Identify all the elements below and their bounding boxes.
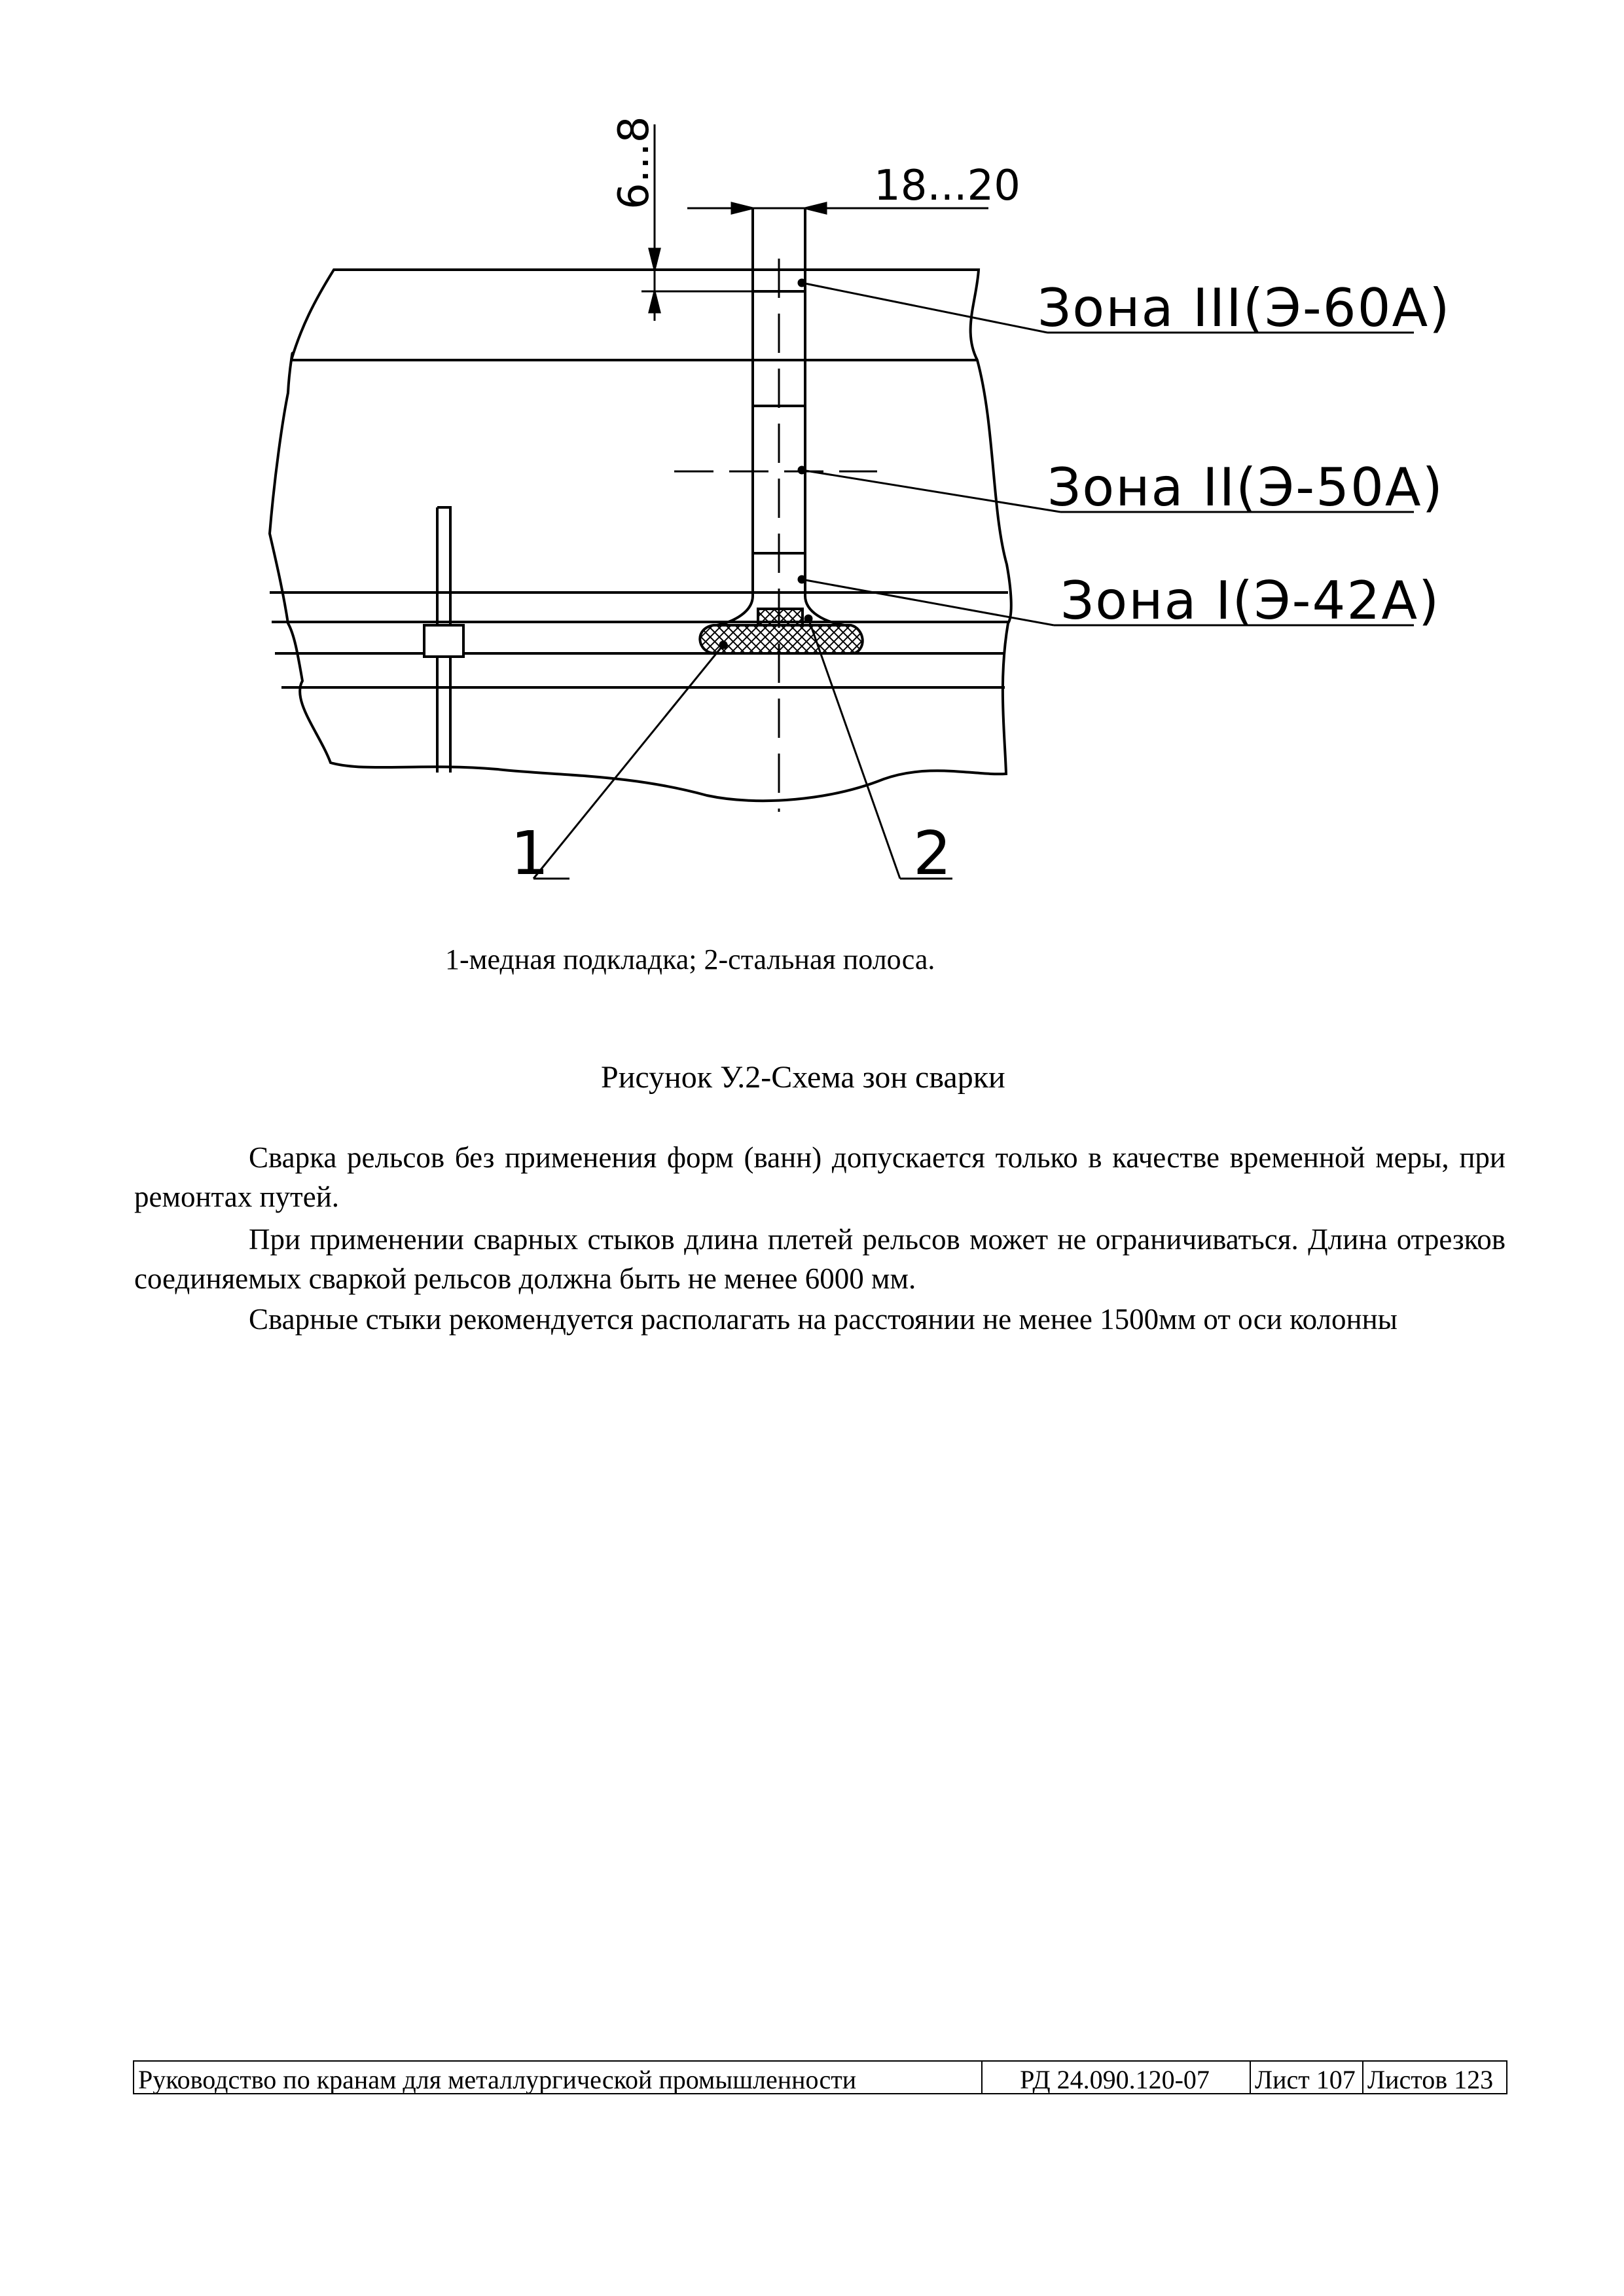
- callout-2: 2: [913, 818, 952, 888]
- rail-outline: [270, 270, 1011, 801]
- footer-sheet-count: Листов 123: [1367, 2065, 1494, 2094]
- zone-3-label: Зона III(Э-60А): [1038, 278, 1451, 338]
- callout-1: 1: [511, 818, 549, 888]
- paragraph-3: Сварные стыки рекомендуется располагать на расстоянии не менее 1500мм от оси колонны: [249, 1303, 1398, 1336]
- figure-caption: Рисунок У.2-Схема зон сварки: [601, 1060, 1005, 1095]
- dim-height-label: 6...8: [610, 116, 659, 210]
- zone-1-label: Зона I(Э-42А): [1060, 570, 1441, 631]
- title-block: [133, 2060, 1507, 2094]
- figure-legend: 1-медная подкладка; 2-стальная полоса.: [445, 943, 935, 975]
- copper-backing: [700, 625, 862, 653]
- footer-document-title: Руководство по кранам для металлургической промышленности: [134, 2062, 983, 2093]
- steel-strip: [758, 609, 803, 625]
- footer-document-code: РД 24.090.120-07: [983, 2062, 1251, 2093]
- dim-width-label: 18...20: [874, 162, 1020, 210]
- footer-sheet-number: Лист 107: [1251, 2062, 1363, 2093]
- zone-2-label: Зона II(Э-50А): [1047, 457, 1444, 518]
- paragraph-1: Сварка рельсов без применения форм (ванн) допускается только в качестве временной меры, при ремонтах путей.: [134, 1141, 1506, 1213]
- welding-zones-diagram: [0, 0, 1624, 917]
- paragraph-2: При применении сварных стыков длина плетей рельсов может не ограничиваться. Длина отрезков соединяемых сваркой рельсов должна быть не менее 6000 мм.: [134, 1223, 1506, 1295]
